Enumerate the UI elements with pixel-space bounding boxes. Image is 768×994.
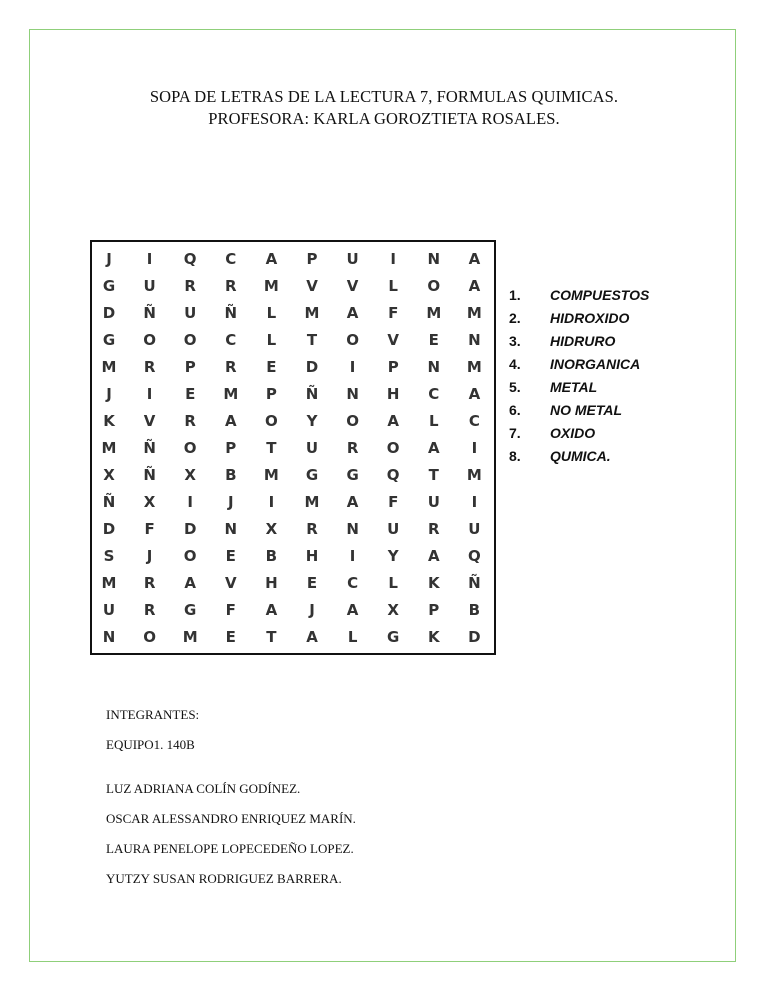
grid-cell: V — [306, 277, 318, 295]
word-number: 6. — [509, 402, 521, 418]
grid-cell: V — [143, 412, 156, 430]
grid-cell: M — [466, 358, 482, 376]
grid-cell: F — [388, 493, 399, 511]
grid-cell: J — [228, 493, 234, 511]
grid-cell: C — [468, 412, 480, 430]
member-name: YUTZY SUSAN RODRIGUEZ BARRERA. — [106, 871, 342, 886]
grid-cell: O — [183, 439, 197, 457]
grid-cell: G — [102, 277, 116, 295]
grid-cell: E — [225, 628, 236, 646]
grid-cell: P — [265, 385, 277, 403]
grid-row — [92, 300, 494, 327]
grid-row — [92, 516, 494, 543]
grid-row — [92, 327, 494, 354]
grid-cell: A — [184, 574, 196, 592]
grid-cell: F — [144, 520, 155, 538]
grid-cell: R — [143, 601, 156, 619]
grid-row — [92, 273, 494, 300]
word-text: METAL — [550, 379, 598, 395]
grid-cell: L — [347, 628, 358, 646]
grid-cell: J — [309, 601, 315, 619]
grid-cell: M — [304, 493, 320, 511]
word-list-item — [509, 376, 649, 399]
grid-cell: A — [468, 250, 481, 268]
grid-row — [92, 354, 494, 381]
grid-row — [92, 624, 494, 651]
grid-cell: A — [387, 412, 399, 430]
grid-cell: E — [306, 574, 318, 592]
word-list-item — [509, 445, 649, 468]
grid-cell: U — [468, 520, 481, 538]
grid-cell: I — [268, 493, 275, 511]
grid-cell: E — [185, 385, 196, 403]
grid-cell: Q — [386, 466, 400, 484]
grid-cell: P — [225, 439, 237, 457]
grid-cell: U — [184, 304, 197, 322]
grid-cell: O — [183, 331, 197, 349]
grid-cell: U — [102, 601, 116, 619]
grid-cell: R — [143, 358, 156, 376]
grid-cell: L — [429, 412, 439, 430]
grid-row — [92, 246, 494, 273]
grid-cell: I — [349, 547, 356, 565]
grid-cell: D — [468, 628, 481, 646]
word-number: 1. — [509, 287, 521, 303]
word-list-item — [509, 284, 649, 307]
grid-row — [92, 570, 494, 597]
word-number: 4. — [509, 356, 521, 372]
grid-cell: K — [427, 628, 440, 646]
grid-cell: A — [468, 277, 481, 295]
grid-cell: T — [266, 439, 277, 457]
grid-cell: I — [471, 439, 478, 457]
grid-cell: L — [266, 304, 277, 322]
grid-cell: X — [143, 493, 156, 511]
grid-cell: T — [428, 466, 439, 484]
grid-cell: D — [305, 358, 319, 376]
grid-cell: G — [184, 601, 197, 619]
grid-cell: M — [426, 304, 442, 322]
grid-cell: H — [305, 547, 319, 565]
grid-cell: X — [265, 520, 278, 538]
grid-cell: V — [387, 331, 399, 349]
word-list — [509, 284, 649, 468]
grid-cell: M — [223, 385, 239, 403]
grid-cell: E — [225, 547, 236, 565]
grid-cell: A — [427, 439, 440, 457]
grid-cell: O — [183, 547, 197, 565]
grid-cell: K — [427, 574, 440, 592]
word-number: 2. — [509, 310, 521, 326]
grid-cell: U — [143, 277, 156, 295]
grid-cell: I — [349, 358, 356, 376]
grid-cell: O — [346, 412, 359, 430]
word-list-item — [509, 330, 649, 353]
word-number: 5. — [509, 379, 521, 395]
grid-cell: F — [225, 601, 236, 619]
grid-cell: J — [106, 385, 112, 403]
grid-row — [92, 597, 494, 624]
grid-cell: Ñ — [224, 304, 238, 322]
grid-cell: G — [305, 466, 319, 484]
grid-cell: T — [306, 331, 318, 349]
title-line-1: SOPA DE LETRAS DE LA LECTURA 7, FORMULAS QUIMICAS. — [149, 87, 619, 106]
grid-cell: U — [346, 250, 359, 268]
grid-cell: E — [266, 358, 277, 376]
grid-cell: R — [225, 358, 237, 376]
grid-cell: Ñ — [102, 493, 116, 511]
grid-cell: N — [346, 385, 359, 403]
grid-cell: N — [346, 520, 359, 538]
grid-cell: R — [306, 520, 318, 538]
grid-row — [92, 408, 494, 435]
grid-cell: M — [263, 466, 279, 484]
grid-cell: M — [101, 439, 117, 457]
member-name: OSCAR ALESSANDRO ENRIQUEZ MARÍN. — [106, 811, 356, 826]
grid-cell: M — [182, 628, 198, 646]
grid-cell: N — [427, 250, 441, 268]
grid-cell: L — [388, 574, 398, 592]
grid-cell: R — [346, 439, 359, 457]
grid-cell: B — [225, 466, 237, 484]
grid-cell: Y — [387, 547, 399, 565]
member-name: LUZ ADRIANA COLÍN GODÍNEZ. — [106, 781, 301, 796]
grid-cell: X — [184, 466, 196, 484]
grid-cell: I — [390, 250, 396, 268]
grid-cell: A — [265, 250, 278, 268]
grid-cell: A — [346, 304, 359, 322]
grid-cell: R — [143, 574, 156, 592]
grid-cell: G — [346, 466, 359, 484]
grid-cell: C — [347, 574, 359, 592]
grid-cell: I — [471, 493, 478, 511]
grid-row — [92, 462, 494, 489]
document-title — [0, 86, 768, 130]
grid-cell: U — [427, 493, 440, 511]
grid-cell: A — [265, 601, 278, 619]
grid-cell: N — [427, 358, 441, 376]
grid-cell: F — [388, 304, 399, 322]
grid-cell: U — [387, 520, 400, 538]
grid-cell: G — [387, 628, 400, 646]
word-list-item — [509, 399, 649, 422]
grid-cell: P — [428, 601, 440, 619]
grid-cell: M — [466, 466, 482, 484]
grid-cell: M — [101, 358, 117, 376]
grid-cell: O — [143, 331, 156, 349]
grid-cell: A — [468, 385, 481, 403]
grid-row — [92, 489, 494, 516]
word-number: 8. — [509, 448, 521, 464]
grid-cell: P — [306, 250, 318, 268]
grid-cell: I — [187, 493, 193, 511]
grid-cell: Ñ — [143, 466, 156, 484]
grid-cell: Ñ — [468, 574, 481, 592]
grid-row — [92, 435, 494, 462]
grid-cell: H — [386, 385, 400, 403]
equipo-label: EQUIPO1. 140B — [106, 737, 195, 752]
grid-cell: Ñ — [143, 439, 156, 457]
grid-cell: Q — [468, 547, 481, 565]
grid-cell: E — [428, 331, 439, 349]
word-list-item — [509, 422, 649, 445]
grid-cell: I — [146, 250, 153, 268]
word-text: QUMICA. — [550, 448, 611, 464]
grid-cell: R — [184, 277, 196, 295]
grid-cell: B — [468, 601, 481, 619]
grid-cell: K — [103, 412, 115, 430]
word-text: OXIDO — [550, 425, 596, 441]
grid-cell: Y — [306, 412, 318, 430]
word-text: HIDRURO — [550, 333, 616, 349]
grid-cell: N — [102, 628, 116, 646]
grid-cell: M — [263, 277, 279, 295]
grid-cell: A — [346, 493, 359, 511]
word-text: NO METAL — [550, 402, 623, 418]
grid-cell: R — [225, 277, 237, 295]
grid-cell: D — [183, 520, 197, 538]
grid-cell: R — [428, 520, 440, 538]
grid-cell: P — [184, 358, 196, 376]
grid-cell: M — [466, 304, 482, 322]
grid-cell: S — [103, 547, 115, 565]
integrantes-label: INTEGRANTES: — [106, 707, 200, 722]
grid-cell: A — [306, 628, 318, 646]
grid-cell: I — [146, 385, 153, 403]
word-list-item — [509, 353, 649, 376]
grid-cell: V — [224, 574, 237, 592]
word-text: INORGANICA — [550, 356, 641, 372]
grid-cell: Q — [183, 250, 197, 268]
word-list-item — [509, 307, 649, 330]
grid-cell: X — [103, 466, 115, 484]
grid-cell: R — [184, 412, 196, 430]
grid-cell: Ñ — [143, 304, 156, 322]
grid-cell: L — [388, 277, 398, 295]
word-number: 7. — [509, 425, 521, 441]
grid-cell: L — [266, 331, 277, 349]
grid-cell: G — [102, 331, 116, 349]
grid-cell: N — [224, 520, 238, 538]
word-text: COMPUESTOS — [550, 287, 650, 303]
grid-cell: C — [225, 250, 237, 268]
grid-cell: M — [101, 574, 117, 592]
grid-cell: O — [427, 277, 441, 295]
grid-cell: N — [468, 331, 481, 349]
grid-cell: M — [304, 304, 320, 322]
grid-cell: C — [428, 385, 440, 403]
grid-cell: O — [346, 331, 359, 349]
grid-cell: V — [346, 277, 359, 295]
grid-cell: C — [225, 331, 237, 349]
grid-cell: B — [265, 547, 278, 565]
title-line-2: PROFESORA: KARLA GOROZTIETA ROSALES. — [208, 109, 560, 128]
grid-cell: O — [386, 439, 400, 457]
grid-cell: X — [387, 601, 399, 619]
word-search-grid — [90, 240, 496, 655]
grid-cell: A — [346, 601, 359, 619]
grid-row — [92, 381, 494, 408]
grid-cell: H — [265, 574, 278, 592]
grid-cell: D — [102, 520, 116, 538]
grid-cell: Ñ — [305, 385, 319, 403]
member-name: LAURA PENELOPE LOPECEDEÑO LOPEZ. — [106, 841, 354, 856]
grid-cell: A — [427, 547, 440, 565]
grid-cell: J — [106, 250, 112, 268]
grid-cell: P — [387, 358, 399, 376]
grid-cell: T — [266, 628, 277, 646]
grid-cell: J — [146, 547, 153, 565]
grid-row — [92, 543, 494, 570]
grid-cell: O — [265, 412, 278, 430]
grid-cell: D — [102, 304, 116, 322]
grid-cell: U — [305, 439, 319, 457]
word-number: 3. — [509, 333, 521, 349]
grid-cell: O — [143, 628, 156, 646]
grid-cell: A — [224, 412, 237, 430]
word-text: HIDROXIDO — [550, 310, 630, 326]
